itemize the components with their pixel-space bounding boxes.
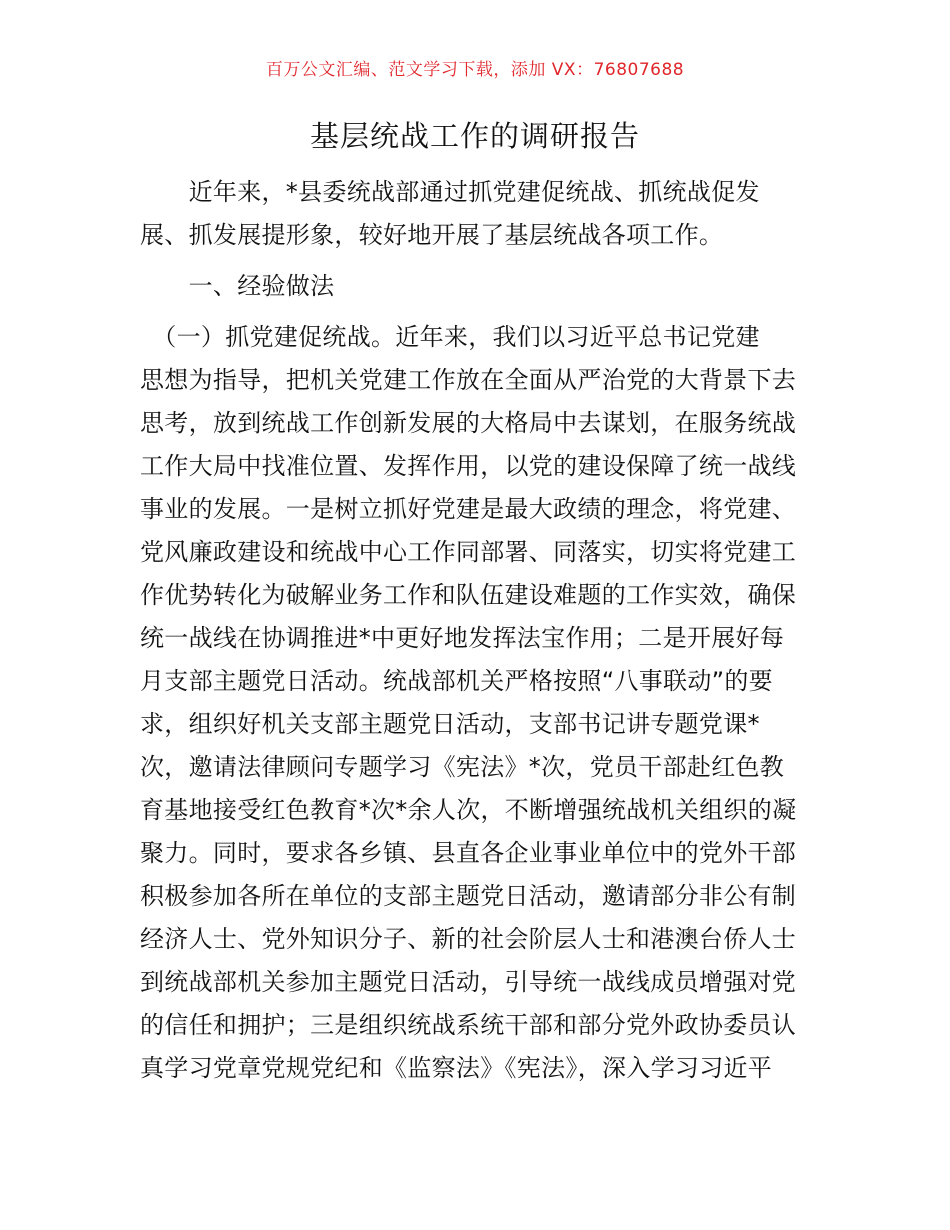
paragraph-line: （一）抓党建促统战。近年来，我们以习近平总书记党建	[140, 323, 760, 351]
paragraph-line: 求，组织好机关支部主题党日活动，支部书记讲专题党课*	[140, 710, 760, 738]
header-note: 百万公文汇编、范文学习下载，添加 VX：76807688	[265, 60, 685, 80]
paragraph-line: 月支部主题党日活动。统战部机关严格按照“八事联动”的要	[140, 667, 773, 695]
paragraph-line: 作优势转化为破解业务工作和队伍建设难题的工作实效，确保	[140, 581, 797, 609]
page-title: 基层统战工作的调研报告	[309, 119, 640, 153]
paragraph-line: 聚力。同时，要求各乡镇、县直各企业事业单位中的党外干部	[140, 839, 797, 867]
paragraph-gap	[140, 257, 812, 265]
intro-line: 展、抓发展提形象，较好地开展了基层统战各项工作。	[140, 221, 724, 249]
intro-line: 近年来，*县委统战部通过抓党建促统战、抓统战促发	[140, 178, 760, 206]
paragraph-line: 统一战线在协调推进*中更好地发挥法宝作用；二是开展好每	[140, 624, 785, 652]
paragraph-line: 工作大局中找准位置、发挥作用，以党的建设保障了统一战线	[140, 452, 797, 480]
paragraph-line: 思想为指导，把机关党建工作放在全面从严治党的大背景下去	[140, 366, 797, 394]
paragraph-line: 事业的发展。一是树立抓好党建是最大政绩的理念，将党建、	[140, 495, 797, 523]
paragraph-line: 积极参加各所在单位的支部主题党日活动，邀请部分非公有制	[140, 882, 797, 910]
paragraph-line: 次，邀请法律顾问专题学习《宪法》*次，党员干部赴红色教	[140, 753, 785, 781]
section-heading: 一、经验做法	[140, 272, 335, 300]
paragraph-line: 的信任和拥护；三是组织统战系统干部和部分党外政协委员认	[140, 1011, 797, 1039]
body-text	[140, 171, 812, 1090]
paragraph-gap	[140, 308, 812, 316]
paragraph-line: 经济人士、党外知识分子、新的社会阶层人士和港澳台侨人士	[140, 925, 797, 953]
paragraph-line: 党风廉政建设和统战中心工作同部署、同落实，切实将党建工	[140, 538, 797, 566]
paragraph-line: 思考，放到统战工作创新发展的大格局中去谋划，在服务统战	[140, 409, 797, 437]
paragraph-line: 真学习党章党规党纪和《监察法》《宪法》，深入学习习近平	[140, 1054, 773, 1082]
paragraph-line: 到统战部机关参加主题党日活动，引导统一战线成员增强对党	[140, 968, 797, 996]
paragraph-line: 育基地接受红色教育*次*余人次，不断增强统战机关组织的凝	[140, 796, 797, 824]
